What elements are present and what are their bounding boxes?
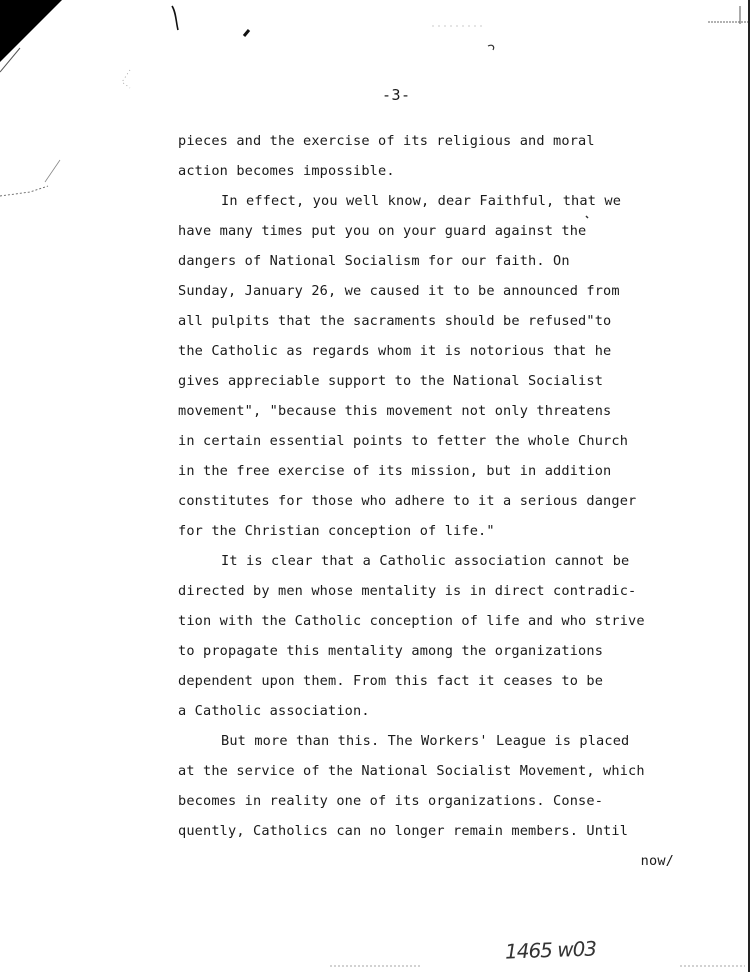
page-number: -3- xyxy=(382,86,411,104)
text-line: have many times put you on your guard against the xyxy=(178,223,587,239)
body-text xyxy=(178,126,688,876)
text-line: movement", "because this movement not only threatens xyxy=(178,403,612,419)
text-line: dangers of National Socialism for our faith. On xyxy=(178,253,570,269)
text-line: directed by men whose mentality is in direct contradic- xyxy=(178,583,637,599)
catchword: now/ xyxy=(640,853,674,869)
scan-slash-left xyxy=(45,160,60,182)
handwritten-note: 1465 w03 xyxy=(504,936,597,964)
text-line: a Catholic association. xyxy=(178,703,370,719)
text-line: in certain essential points to fetter the whole Church xyxy=(178,433,629,449)
scan-blot xyxy=(244,30,249,36)
text-line: tion with the Catholic conception of life and who strive xyxy=(178,613,645,629)
text-line: all pulpits that the sacraments should be refused"to xyxy=(178,313,612,329)
scan-dash-left xyxy=(0,186,48,196)
text-line: pieces and the exercise of its religious and moral xyxy=(178,133,595,149)
text-line: becomes in reality one of its organizations. Conse- xyxy=(178,793,604,809)
text-line: constitutes for those who adhere to it a serious danger xyxy=(178,493,637,509)
scan-edge-line xyxy=(0,48,20,72)
text-line: In effect, you well know, dear Faithful, that we xyxy=(221,193,622,209)
text-line: for the Christian conception of life." xyxy=(178,523,495,539)
text-line: to propagate this mentality among the organizations xyxy=(178,643,604,659)
text-line: quently, Catholics can no longer remain members. Until xyxy=(178,823,629,839)
text-line: the Catholic as regards whom it is notorious that he xyxy=(178,343,612,359)
scan-hook xyxy=(488,45,494,50)
text-line: But more than this. The Workers' League is placed xyxy=(221,733,630,749)
text-line: It is clear that a Catholic association cannot be xyxy=(221,553,630,569)
text-line: in the free exercise of its mission, but in addition xyxy=(178,463,612,479)
text-line: gives appreciable support to the National Socialist xyxy=(178,373,604,389)
text-line: at the service of the National Socialist Movement, which xyxy=(178,763,645,779)
scan-stroke-top xyxy=(172,6,178,30)
text-line: dependent upon them. From this fact it ceases to be xyxy=(178,673,604,689)
scan-dots-left xyxy=(122,70,130,88)
text-line: action becomes impossible. xyxy=(178,163,395,179)
text-line: Sunday, January 26, we caused it to be announced from xyxy=(178,283,620,299)
